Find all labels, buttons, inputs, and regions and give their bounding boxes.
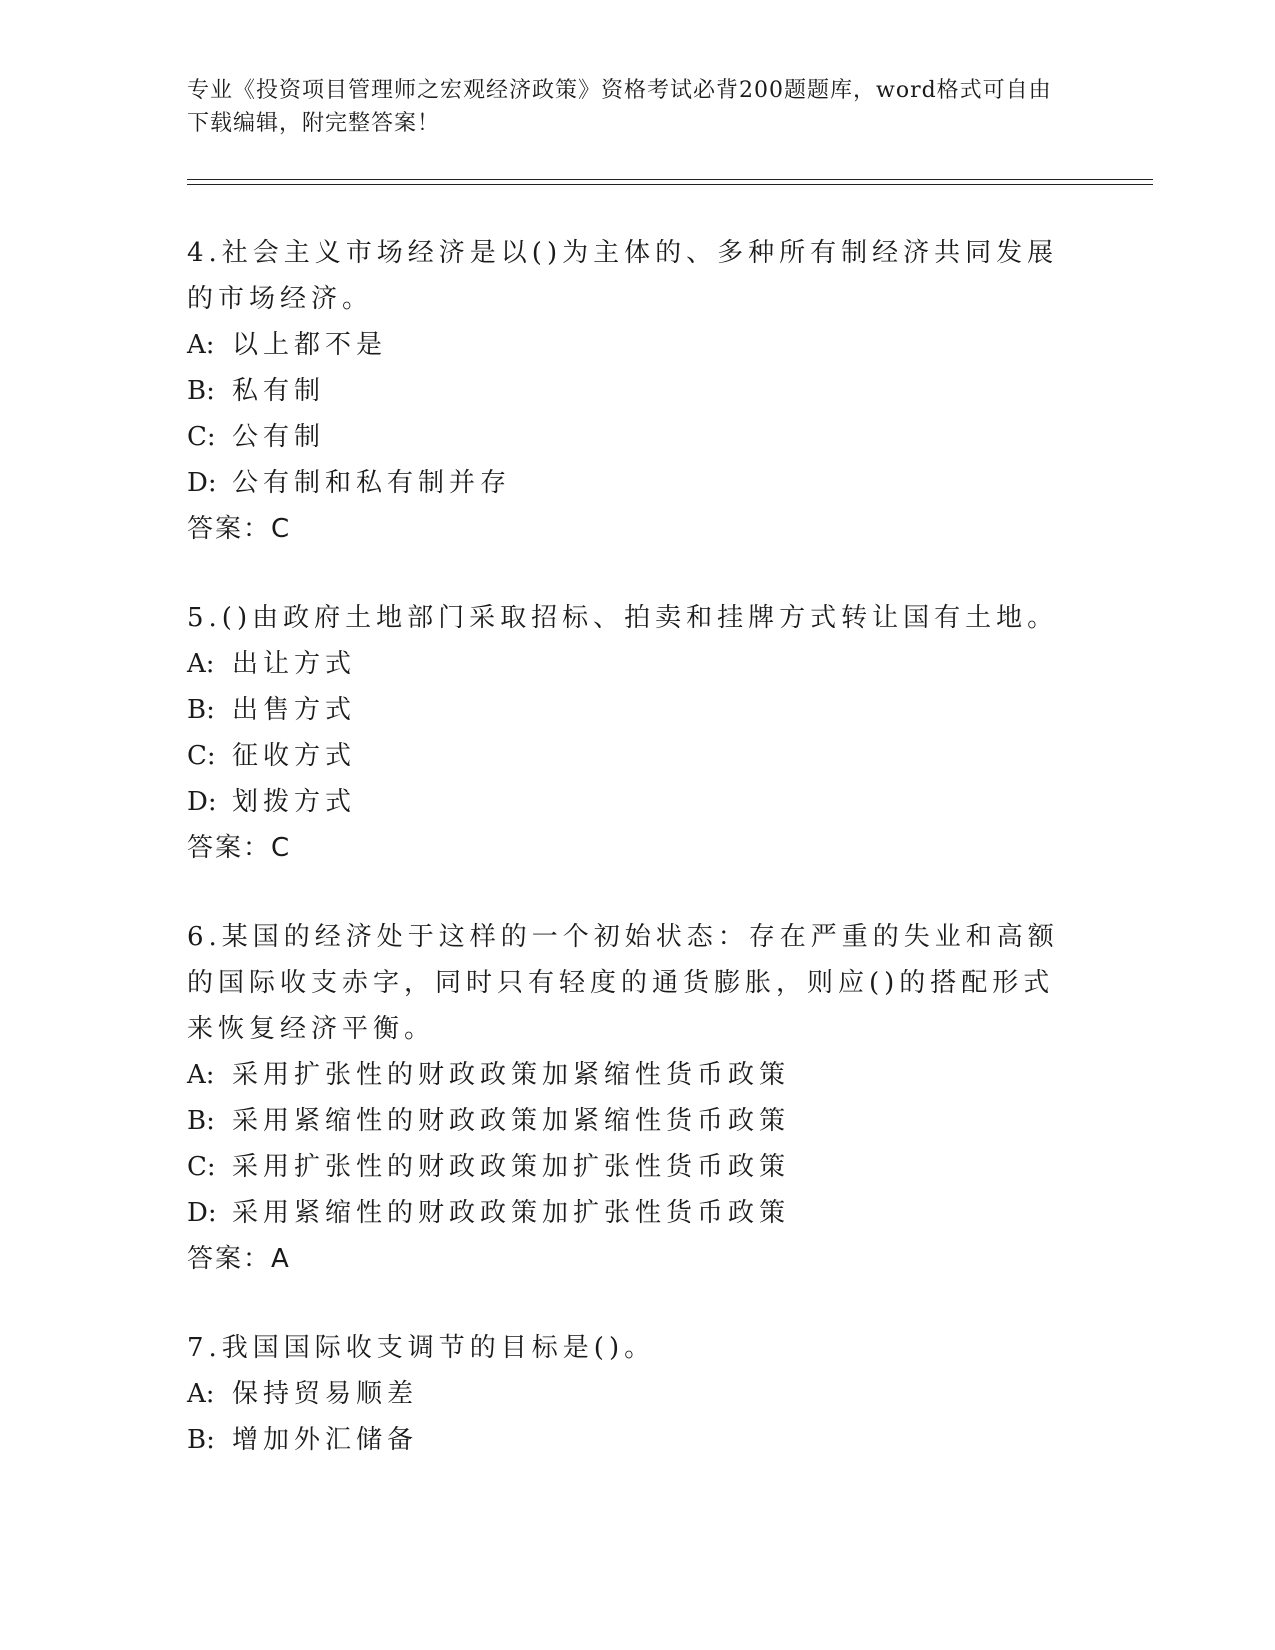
option-text: 出让方式 xyxy=(232,649,357,679)
option-d xyxy=(187,779,1067,825)
question-7 xyxy=(187,1325,1067,1463)
header-rule-top xyxy=(187,179,1153,180)
option-letter: D: xyxy=(187,787,217,817)
option-b xyxy=(187,368,1067,414)
option-c xyxy=(187,733,1067,779)
option-letter: B: xyxy=(187,1425,215,1455)
answer-line: 答案：C xyxy=(187,833,292,863)
option-text: 增加外汇储备 xyxy=(232,1425,419,1455)
question-stem: 5.()由政府土地部门采取招标、拍卖和挂牌方式转让国有土地。 xyxy=(187,603,1059,633)
option-letter: B: xyxy=(187,376,215,406)
question-6 xyxy=(187,914,1067,1282)
option-letter: C: xyxy=(187,741,216,771)
question-list xyxy=(187,230,1067,1506)
option-b xyxy=(187,1417,1067,1463)
option-letter: A: xyxy=(187,1060,215,1090)
option-text: 采用扩张性的财政政策加紧缩性货币政策 xyxy=(232,1060,791,1090)
question-5 xyxy=(187,595,1067,871)
answer-line: 答案：C xyxy=(187,514,292,544)
option-a xyxy=(187,322,1067,368)
question-stem: 7.我国国际收支调节的目标是()。 xyxy=(187,1333,656,1363)
option-letter: B: xyxy=(187,695,215,725)
option-text: 保持贸易顺差 xyxy=(232,1379,419,1409)
option-letter: D: xyxy=(187,1198,217,1228)
option-text: 私有制 xyxy=(232,376,326,406)
answer-line: 答案：A xyxy=(187,1244,291,1274)
document-header: 专业《投资项目管理师之宏观经济政策》资格考试必背200题题库，word格式可自由下载编辑，附完整答案！ xyxy=(187,78,1052,136)
option-letter: D: xyxy=(187,468,217,498)
option-a xyxy=(187,1371,1067,1417)
question-4 xyxy=(187,230,1067,552)
option-text: 采用扩张性的财政政策加扩张性货币政策 xyxy=(232,1152,791,1182)
option-letter: A: xyxy=(187,649,215,679)
option-text: 采用紧缩性的财政政策加扩张性货币政策 xyxy=(232,1198,791,1228)
option-d xyxy=(187,1190,1067,1236)
option-c xyxy=(187,414,1067,460)
option-letter: C: xyxy=(187,1152,216,1182)
option-text: 公有制 xyxy=(232,422,326,452)
option-a xyxy=(187,1052,1067,1098)
option-letter: C: xyxy=(187,422,216,452)
option-text: 征收方式 xyxy=(232,741,357,771)
option-text: 采用紧缩性的财政政策加紧缩性货币政策 xyxy=(232,1106,791,1136)
option-letter: B: xyxy=(187,1106,215,1136)
header-rule-bottom xyxy=(187,184,1153,185)
option-b xyxy=(187,1098,1067,1144)
option-text: 以上都不是 xyxy=(232,330,388,360)
option-text: 出售方式 xyxy=(232,695,357,725)
option-d xyxy=(187,460,1067,506)
question-stem: 4.社会主义市场经济是以()为主体的、多种所有制经济共同发展的市场经济。 xyxy=(187,238,1059,314)
option-text: 划拨方式 xyxy=(232,787,357,817)
option-letter: A: xyxy=(187,1379,215,1409)
option-b xyxy=(187,687,1067,733)
option-c xyxy=(187,1144,1067,1190)
option-text: 公有制和私有制并存 xyxy=(232,468,512,498)
question-stem: 6.某国的经济处于这样的一个初始状态：存在严重的失业和高额的国际收支赤字，同时只有轻度的通货膨胀，则应()的搭配形式来恢复经济平衡。 xyxy=(187,922,1059,1044)
option-letter: A: xyxy=(187,330,215,360)
option-a xyxy=(187,641,1067,687)
